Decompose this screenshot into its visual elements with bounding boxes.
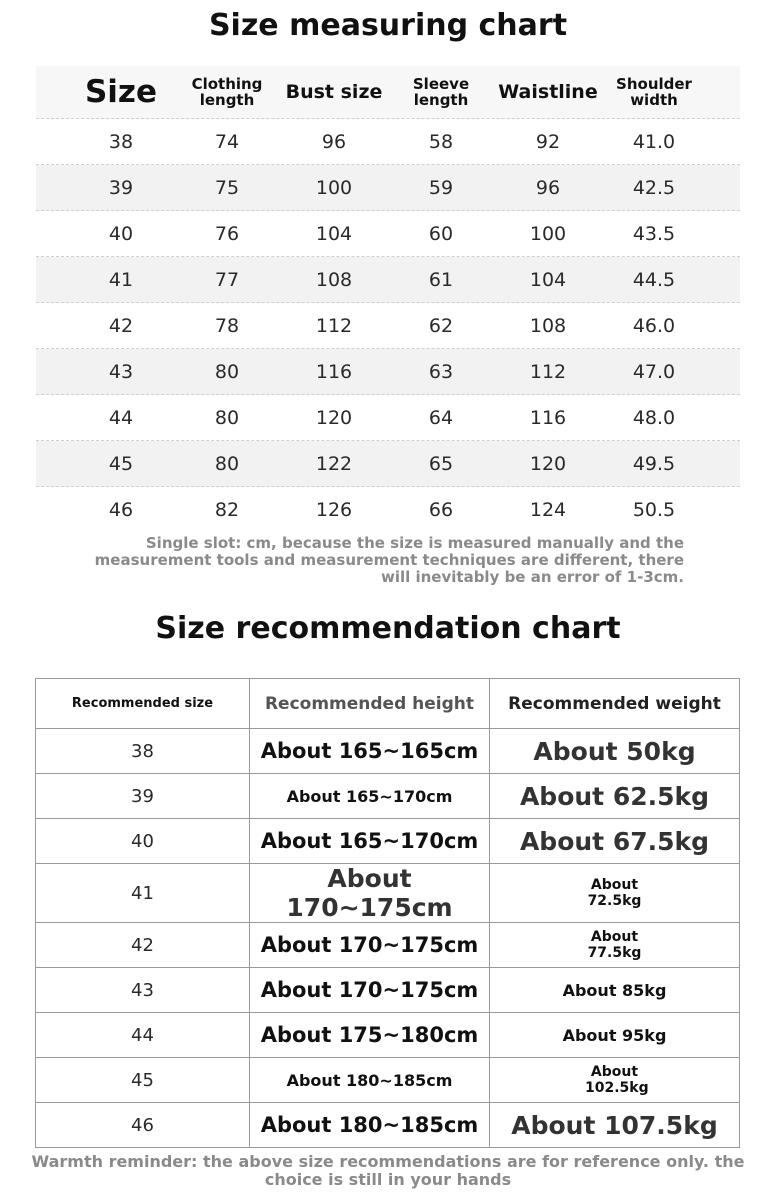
cell-shoulder-width: 44.5 xyxy=(632,268,676,291)
cell-waistline: 104 xyxy=(529,268,567,291)
table-row xyxy=(36,864,740,923)
cell-clothing-length: 80 xyxy=(214,360,240,383)
cell-waistline: 92 xyxy=(535,130,561,153)
cell-clothing-length: 77 xyxy=(214,268,240,291)
table-row xyxy=(36,819,740,864)
table-row xyxy=(36,303,740,349)
cell-sleeve-length: 59 xyxy=(428,176,454,199)
cell-recommended-size: 40 xyxy=(36,819,250,864)
cell-sleeve-length: 65 xyxy=(428,452,454,475)
cell-waistline: 108 xyxy=(529,314,567,337)
cell-clothing-length: 78 xyxy=(214,314,240,337)
cell-waistline: 96 xyxy=(535,176,561,199)
cell-recommended-weight: About 72.5kg xyxy=(490,864,740,923)
table-row xyxy=(36,774,740,819)
cell-clothing-length: 82 xyxy=(214,498,240,521)
cell-waistline: 100 xyxy=(529,222,567,245)
cell-bust-size: 126 xyxy=(315,498,353,521)
header-clothing-length: Clothing length xyxy=(191,75,263,109)
cell-recommended-height: About 170~175cm xyxy=(250,923,490,968)
header-bust-size: Bust size xyxy=(285,81,383,103)
cell-shoulder-width: 47.0 xyxy=(632,360,676,383)
cell-clothing-length: 75 xyxy=(214,176,240,199)
table-row xyxy=(36,1013,740,1058)
recommendation-chart-title: Size recommendation chart xyxy=(155,611,621,646)
table-row xyxy=(36,487,740,532)
header-recommended-size: Recommended size xyxy=(36,679,250,729)
cell-recommended-weight: About 77.5kg xyxy=(490,923,740,968)
cell-shoulder-width: 50.5 xyxy=(632,498,676,521)
cell-clothing-length: 80 xyxy=(214,406,240,429)
cell-bust-size: 122 xyxy=(315,452,353,475)
cell-recommended-weight: About 62.5kg xyxy=(490,774,740,819)
cell-recommended-size: 44 xyxy=(36,1013,250,1058)
cell-recommended-height: About 165~170cm xyxy=(250,774,490,819)
cell-size: 43 xyxy=(108,360,134,383)
table-row xyxy=(36,729,740,774)
table-row xyxy=(36,257,740,303)
header-shoulder-width: Shoulder width xyxy=(616,75,692,109)
cell-size: 39 xyxy=(108,176,134,199)
header-recommended-weight: Recommended weight xyxy=(490,679,740,729)
cell-recommended-weight: About 50kg xyxy=(490,729,740,774)
cell-recommended-height: About 165~165cm xyxy=(250,729,490,774)
measuring-table xyxy=(36,66,740,532)
cell-size: 44 xyxy=(108,406,134,429)
cell-bust-size: 116 xyxy=(315,360,353,383)
cell-shoulder-width: 42.5 xyxy=(632,176,676,199)
cell-size: 45 xyxy=(108,452,134,475)
cell-recommended-height: About 180~185cm xyxy=(250,1058,490,1103)
cell-clothing-length: 76 xyxy=(214,222,240,245)
cell-recommended-weight: About 102.5kg xyxy=(490,1058,740,1103)
header-recommended-height: Recommended height xyxy=(250,679,490,729)
cell-recommended-weight: About 95kg xyxy=(490,1013,740,1058)
cell-size: 46 xyxy=(108,498,134,521)
cell-bust-size: 112 xyxy=(315,314,353,337)
cell-recommended-size: 39 xyxy=(36,774,250,819)
cell-sleeve-length: 63 xyxy=(428,360,454,383)
cell-recommended-height: About 165~170cm xyxy=(250,819,490,864)
cell-recommended-size: 46 xyxy=(36,1103,250,1148)
table-row xyxy=(36,119,740,165)
cell-recommended-size: 42 xyxy=(36,923,250,968)
table-row xyxy=(36,968,740,1013)
cell-recommended-height: About 170~175cm xyxy=(250,968,490,1013)
header-sleeve-length: Sleeve length xyxy=(412,75,470,109)
cell-waistline: 120 xyxy=(529,452,567,475)
cell-recommended-size: 43 xyxy=(36,968,250,1013)
cell-recommended-weight: About 85kg xyxy=(490,968,740,1013)
cell-shoulder-width: 48.0 xyxy=(632,406,676,429)
cell-waistline: 116 xyxy=(529,406,567,429)
header-size: Size xyxy=(84,74,158,110)
cell-recommended-size: 38 xyxy=(36,729,250,774)
cell-shoulder-width: 49.5 xyxy=(632,452,676,475)
measuring-note: Single slot: cm, because the size is measured manually and the measurement tools and measurement techniques are different, there will inevitably be an error of 1-3cm. xyxy=(94,534,684,586)
table-row xyxy=(36,1103,740,1148)
table-row xyxy=(36,211,740,257)
table-row xyxy=(36,923,740,968)
cell-sleeve-length: 61 xyxy=(428,268,454,291)
cell-size: 38 xyxy=(108,130,134,153)
cell-sleeve-length: 64 xyxy=(428,406,454,429)
cell-bust-size: 96 xyxy=(321,130,347,153)
measuring-chart-title: Size measuring chart xyxy=(208,8,568,43)
table-row xyxy=(36,1058,740,1103)
measuring-header-row xyxy=(36,66,740,119)
cell-shoulder-width: 43.5 xyxy=(632,222,676,245)
header-waistline: Waistline xyxy=(498,81,598,103)
cell-waistline: 124 xyxy=(529,498,567,521)
cell-size: 42 xyxy=(108,314,134,337)
cell-size: 40 xyxy=(108,222,134,245)
cell-bust-size: 108 xyxy=(315,268,353,291)
table-row xyxy=(36,441,740,487)
table-row xyxy=(36,349,740,395)
cell-sleeve-length: 66 xyxy=(428,498,454,521)
cell-bust-size: 120 xyxy=(315,406,353,429)
cell-recommended-weight: About 67.5kg xyxy=(490,819,740,864)
cell-sleeve-length: 62 xyxy=(428,314,454,337)
recommendation-table xyxy=(35,678,740,1148)
cell-bust-size: 104 xyxy=(315,222,353,245)
cell-recommended-size: 45 xyxy=(36,1058,250,1103)
table-row xyxy=(36,165,740,211)
cell-clothing-length: 74 xyxy=(214,130,240,153)
cell-recommended-height: About 170~175cm xyxy=(250,864,490,923)
cell-recommended-weight: About 107.5kg xyxy=(490,1103,740,1148)
warmth-reminder: Warmth reminder: the above size recommendations are for reference only. the choice is still in your hands xyxy=(31,1152,745,1189)
cell-sleeve-length: 58 xyxy=(428,130,454,153)
cell-recommended-height: About 180~185cm xyxy=(250,1103,490,1148)
cell-recommended-height: About 175~180cm xyxy=(250,1013,490,1058)
cell-sleeve-length: 60 xyxy=(428,222,454,245)
cell-clothing-length: 80 xyxy=(214,452,240,475)
cell-recommended-size: 41 xyxy=(36,864,250,923)
cell-shoulder-width: 46.0 xyxy=(632,314,676,337)
cell-size: 41 xyxy=(108,268,134,291)
recommendation-header-row xyxy=(36,679,740,729)
cell-waistline: 112 xyxy=(529,360,567,383)
cell-shoulder-width: 41.0 xyxy=(632,130,676,153)
cell-bust-size: 100 xyxy=(315,176,353,199)
table-row xyxy=(36,395,740,441)
